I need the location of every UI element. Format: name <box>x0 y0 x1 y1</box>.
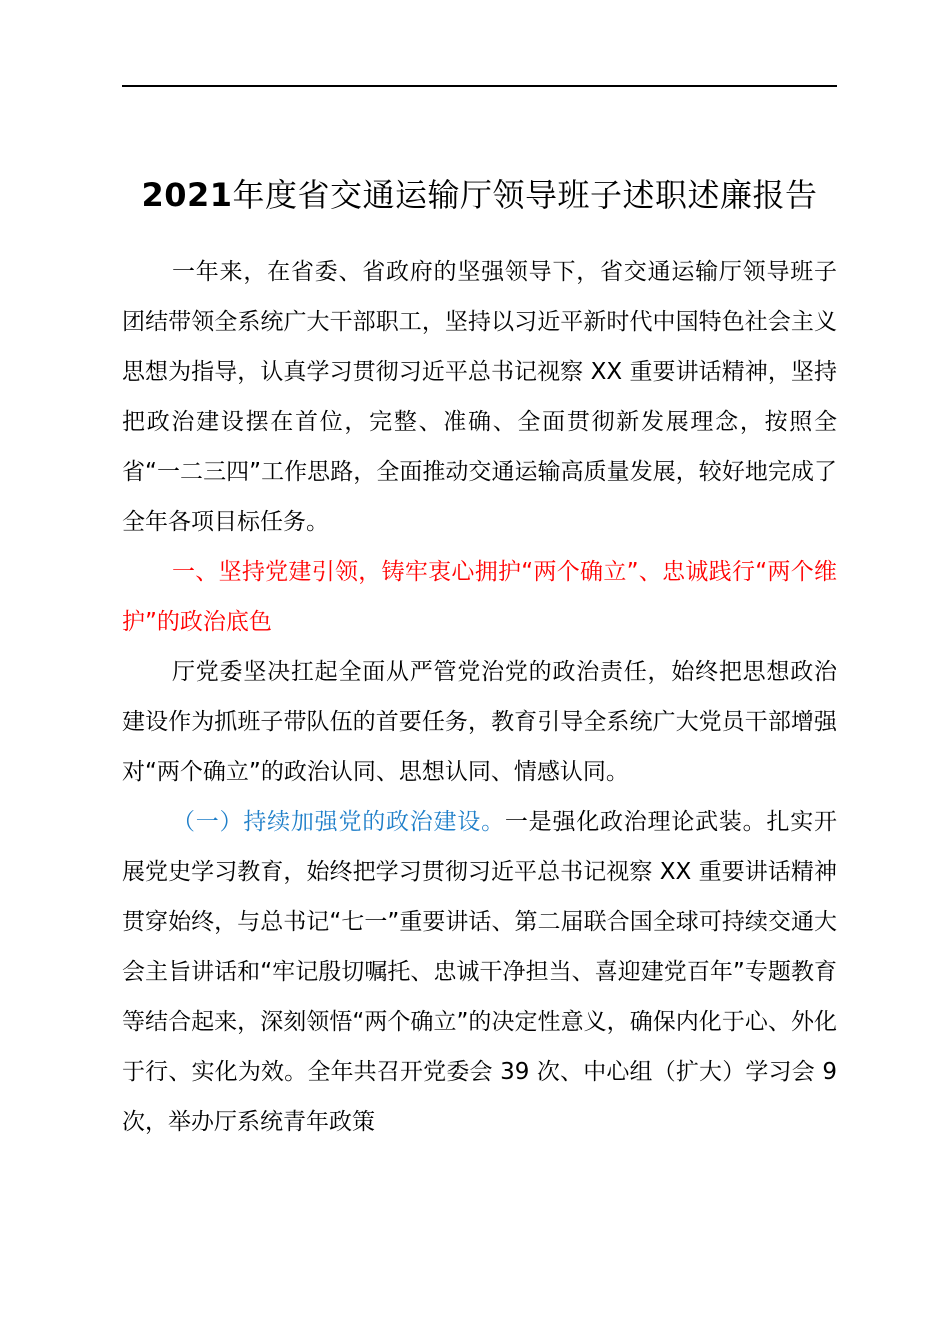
title-year: 2021 <box>141 176 233 214</box>
document-title <box>122 170 837 220</box>
subsection-1-heading: （一）持续加强党的政治建设。 <box>172 809 505 835</box>
document-body <box>122 170 837 1147</box>
section-1-heading: 一、坚持党建引领，铸牢衷心拥护“两个确立”、忠诚践行“两个维护”的政治底色 <box>122 559 837 635</box>
subsection-1-paragraph <box>122 797 837 1147</box>
title-text: 年度省交通运输厅领导班子述职述廉报告 <box>232 176 818 214</box>
intro-paragraph: 一年来，在省委、省政府的坚强领导下，省交通运输厅领导班子团结带领全系统广大干部职工，坚持以习近平新时代中国特色社会主义思想为指导，认真学习贯彻习近平总书记视察 XX 重要讲话精神，坚持把政治建设摆在首位，完整、准确、全面贯彻新发展理念，按照全省“一二三四”工作思路，全面推动交通运输高质量发展，较好地完成了全年各项目标任务。 <box>122 259 837 535</box>
section-1-paragraph: 厅党委坚决扛起全面从严管党治党的政治责任，始终把思想政治建设作为抓班子带队伍的首要任务，教育引导全系统广大党员干部增强对“两个确立”的政治认同、思想认同、情感认同。 <box>122 659 837 785</box>
header-rule <box>122 85 837 87</box>
subsection-1-text: 一是强化政治理论武装。扎实开展党史学习教育，始终把学习贯彻习近平总书记视察 XX 重要讲话精神贯穿始终，与总书记“七一”重要讲话、第二届联合国全球可持续交通大会主旨讲话和“牢记殷切嘱托、忠诚干净担当、喜迎建党百年”专题教育等结合起来，深刻领悟“两个确立”的决定性意义，确保内化于心、外化于行、实化为效。全年共召开党委会 39 次、中心组（扩大）学习会 9 次，举办厅系统青年政策 <box>122 809 838 1135</box>
